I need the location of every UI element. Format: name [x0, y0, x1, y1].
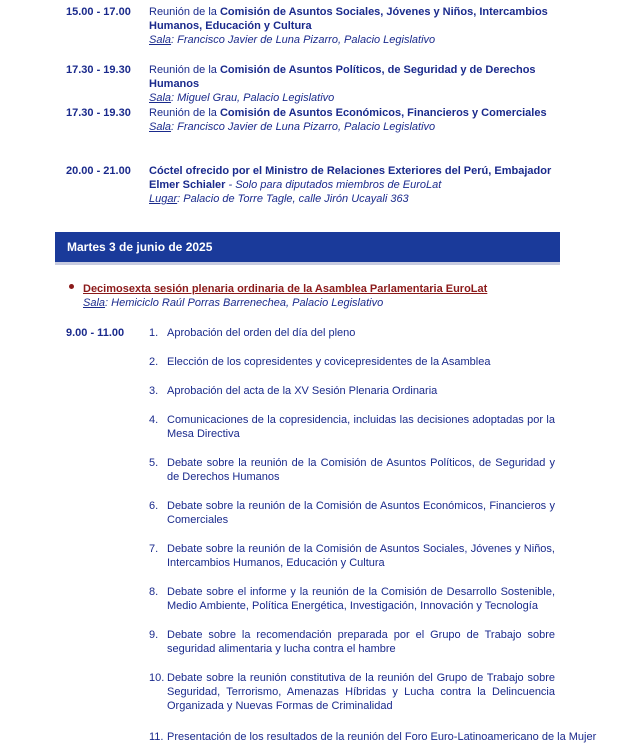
agenda-number: 5.: [149, 457, 159, 469]
agenda-item: Comunicaciones de la copresidencia, incluidas las decisiones adoptadas por la Mesa Directiva: [167, 414, 555, 440]
room-label: Lugar: [149, 193, 178, 205]
session-room: [149, 92, 334, 104]
room-label: Sala: [83, 297, 106, 309]
agenda-item: Debate sobre la reunión de la Comisión de Asuntos Sociales, Jóvenes y Niños, Intercambios Humanos, Educación y Cultura: [167, 543, 555, 569]
session-room: [149, 121, 435, 133]
room-label: Sala: [149, 92, 172, 104]
session-room: [149, 34, 435, 46]
session-title: Comisión de Asuntos Sociales, Jóvenes y Niños, Intercambios Humanos, Educación y Cultura: [149, 6, 548, 32]
agenda-item: Presentación de los resultados de la reunión del Foro Euro-Latinoamericano de la Mujer: [167, 731, 597, 743]
session-description: [149, 5, 569, 47]
room-name: : Francisco Javier de Luna Pizarro, Palacio Legislativo: [171, 121, 436, 133]
plenary-room: [83, 296, 383, 310]
room-label: Sala: [149, 34, 172, 46]
session-prefix: Reunión de la: [149, 6, 220, 18]
room-name: : Francisco Javier de Luna Pizarro, Palacio Legislativo: [171, 34, 436, 46]
session-time: 17.30 - 19.30: [66, 107, 131, 119]
plenary-title: Decimosexta sesión plenaria ordinaria de la Asamblea Parlamentaria EuroLat: [83, 283, 488, 295]
room-label: Sala: [149, 121, 172, 133]
session-prefix: Reunión de la: [149, 107, 220, 119]
room-name: : Palacio de Torre Tagle, calle Jirón Ucayali 363: [177, 193, 409, 205]
session-description: [149, 164, 569, 206]
day-heading: Martes 3 de junio de 2025: [67, 240, 213, 254]
agenda-item: Debate sobre la recomendación preparada por el Grupo de Trabajo sobre seguridad alimentaria y lucha contra el hambre: [167, 629, 555, 655]
session-title: Cóctel ofrecido por el Ministro de Relaciones Exteriores del Perú, Embajador Elmer Schialer: [149, 165, 552, 191]
agenda-number: 8.: [149, 586, 159, 598]
agenda-item: Debate sobre el informe y la reunión de la Comisión de Desarrollo Sostenible, Medio Ambiente, Política Energética, Investigación, Innovación y Tecnología: [167, 586, 555, 612]
session-prefix: Reunión de la: [149, 64, 220, 76]
session-title: Comisión de Asuntos Políticos, de Seguridad y de Derechos Humanos: [149, 64, 536, 90]
agenda-number: 9.: [149, 629, 159, 641]
agenda-number: 3.: [149, 385, 159, 397]
room-name: : Miguel Grau, Palacio Legislativo: [171, 92, 335, 104]
agenda-number: 2.: [149, 356, 159, 368]
agenda-number: 1.: [149, 327, 159, 339]
agenda-item: Elección de los copresidentes y covicepresidentes de la Asamblea: [167, 356, 491, 368]
agenda-number: 6.: [149, 500, 159, 512]
agenda-number: 7.: [149, 543, 159, 555]
agenda-item: Debate sobre la reunión de la Comisión de Asuntos Políticos, de Seguridad y de Derechos Humanos: [167, 457, 555, 483]
agenda-item: Debate sobre la reunión constitutiva de la reunión del Grupo de Trabajo sobre Seguridad, Terrorismo, Amenazas Híbridas y Lucha contra la Delincuencia Organizada y Nuevas Formas de Criminalidad: [167, 672, 555, 712]
agenda-number: 11.: [149, 731, 164, 743]
session-time: 15.00 - 17.00: [66, 6, 131, 18]
room-name: : Hemiciclo Raúl Porras Barrenechea, Palacio Legislativo: [105, 297, 384, 309]
agenda-item: Debate sobre la reunión de la Comisión de Asuntos Económicos, Financieros y Comerciales: [167, 500, 555, 526]
session-description: [149, 63, 569, 105]
agenda-number: 10.: [149, 672, 165, 684]
agenda-number: 4.: [149, 414, 159, 426]
session-description: [149, 106, 569, 134]
session-title: Comisión de Asuntos Económicos, Financieros y Comerciales: [219, 107, 547, 119]
day-heading-band: [55, 232, 560, 265]
session-time: 20.00 - 21.00: [66, 165, 131, 177]
agenda-time: 9.00 - 11.00: [66, 327, 125, 339]
session-note: - Solo para diputados miembros de EuroLat: [225, 179, 442, 191]
bullet-icon: [69, 284, 74, 289]
agenda-item: Aprobación del orden del día del pleno: [167, 327, 356, 339]
session-room: [149, 193, 409, 205]
session-time: 17.30 - 19.30: [66, 64, 131, 76]
agenda-item: Aprobación del acta de la XV Sesión Plenaria Ordinaria: [167, 385, 438, 397]
